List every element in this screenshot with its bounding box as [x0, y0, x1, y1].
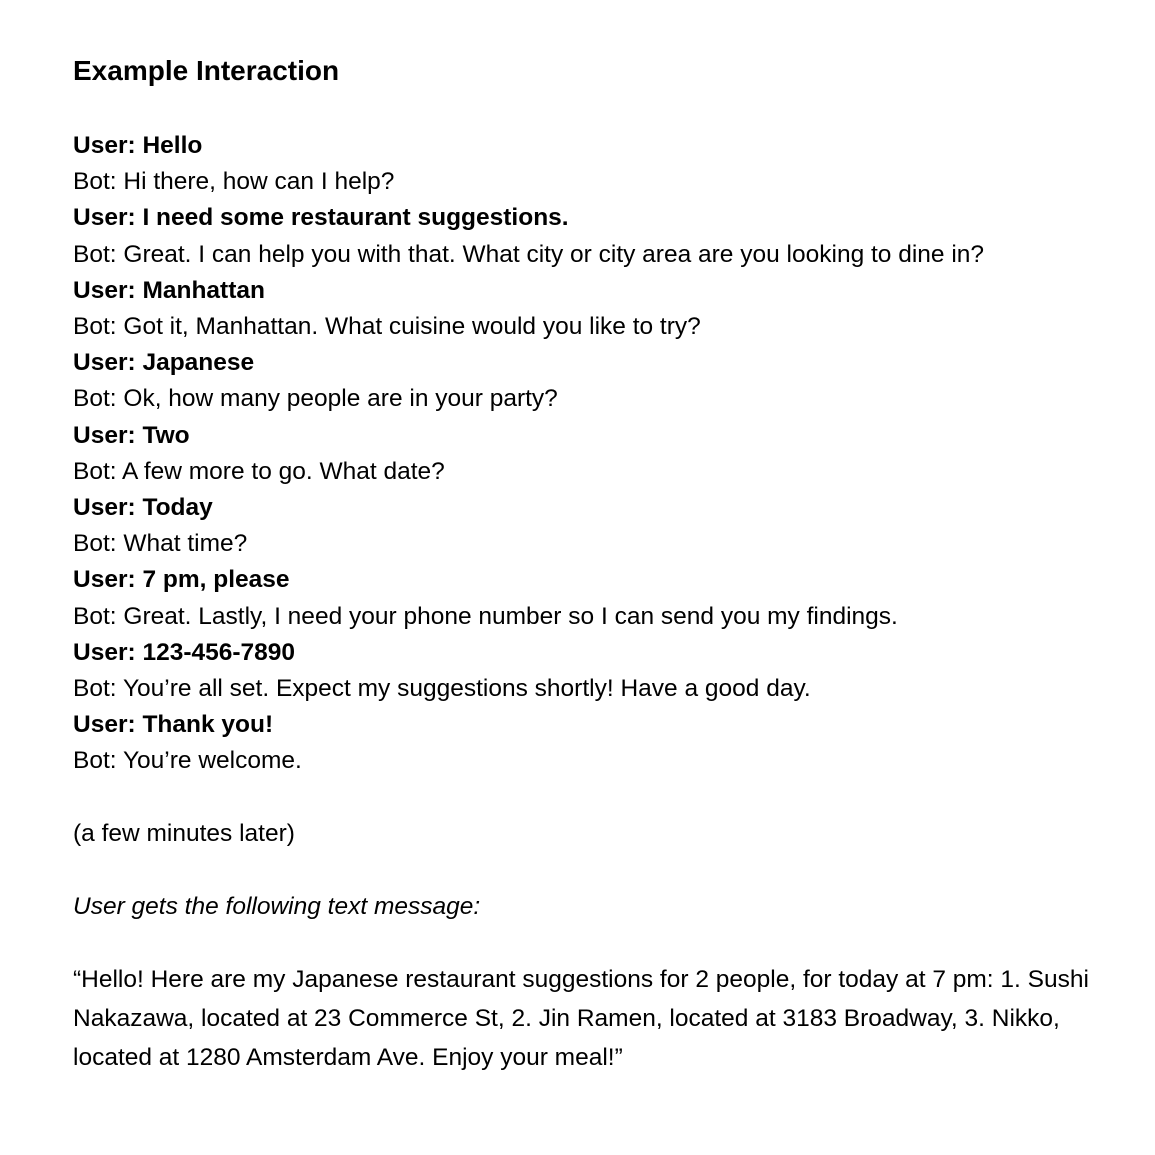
- dialogue-line-user: User: Today: [73, 494, 213, 522]
- dialogue-line-bot: Bot: Great. I can help you with that. What city or city area are you looking to dine in?: [73, 240, 985, 268]
- dialogue-line-user: User: Manhattan: [73, 276, 265, 304]
- dialogue-transcript: [73, 128, 1113, 780]
- time-aside: (a few minutes later): [73, 819, 295, 847]
- dialogue-line-user: User: 7 pm, please: [73, 566, 290, 594]
- dialogue-line-bot: Bot: Ok, how many people are in your party?: [73, 385, 558, 413]
- dialogue-line-bot: Bot: Hi there, how can I help?: [73, 168, 395, 196]
- dialogue-line-user: User: Hello: [73, 132, 203, 159]
- text-message: “Hello! Here are my Japanese restaurant suggestions for 2 people, for today at 7 pm: 1. Sushi Nakazawa, located at 23 Commerce St, 2. Jin Ramen, located at 3183 Broadway, 3. Nikko, located at 1280 Amsterdam Ave. Enjoy your meal!”: [73, 965, 1089, 1071]
- dialogue-line-bot: Bot: Got it, Manhattan. What cuisine would you like to try?: [73, 313, 701, 341]
- document-title: Example Interaction: [73, 55, 340, 86]
- dialogue-line-bot: Bot: You’re welcome.: [73, 747, 302, 775]
- dialogue-line-bot: Bot: You’re all set. Expect my suggestions shortly! Have a good day.: [73, 675, 811, 703]
- dialogue-line-bot: Bot: Great. Lastly, I need your phone number so I can send you my findings.: [73, 602, 898, 630]
- dialogue-line-user: User: Two: [73, 421, 190, 449]
- message-intro: User gets the following text message:: [73, 892, 481, 920]
- dialogue-line-bot: Bot: What time?: [73, 530, 248, 558]
- dialogue-line-user: User: 123-456-7890: [73, 638, 296, 666]
- document-body: [73, 52, 1113, 1077]
- dialogue-line-user: User: Thank you!: [73, 711, 274, 739]
- dialogue-line-user: User: Japanese: [73, 349, 255, 377]
- dialogue-line-user: User: I need some restaurant suggestions.: [73, 204, 569, 232]
- dialogue-line-bot: Bot: A few more to go. What date?: [73, 457, 445, 485]
